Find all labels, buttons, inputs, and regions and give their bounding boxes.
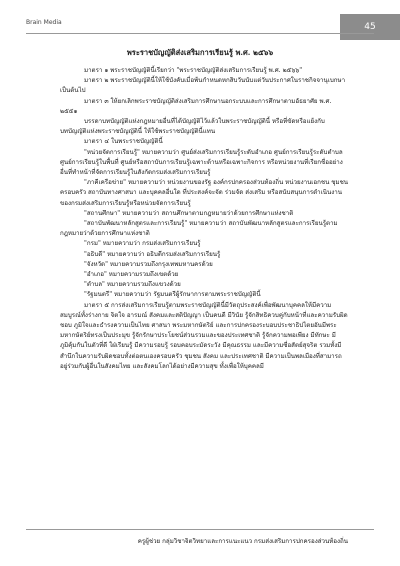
paragraph: "กรม" หมายความว่า กรมส่งเสริมการเรียนรู้ [84,240,201,248]
paragraph: มาตรา ๓ ให้ยกเลิกพระราชบัญญัติส่งเสริมการศึกษานอกระบบและการศึกษาตามอัธยาศัย พ.ศ. ๒๕๕๑ [60,97,332,115]
document-title: พระราชบัญญัติส่งเสริมการเรียนรู้ พ.ศ. ๒๕๖๖ [126,48,274,57]
paragraph: มาตรา ๕ การส่งเสริมการเรียนรู้ตามพระราชบัญญัตินี้มีวัตถุประสงค์เพื่อพัฒนาบุคคลให้มีความสมบูรณ์ทั้งร่างกาย จิตใจ อารมณ์ สังคมและสติปัญญา เป็นคนดี มีวินัย รู้จักสิทธิควบคู่กับหน้าที่และความรับผิดชอบ ภูมิใจและธำรงความเป็นไทย ศาสนา พระมหากษัตริย์ และการปกครองระบอบประชาธิปไตยอันมีพระมหากษัตริย์ทรงเป็นประมุข รู้จักรักษาประโยชน์ส่วนรวมและของประเทศชาติ รู้จักความพอเพียง มีทักษะ มีภูมิคุ้มกันในตัวที่ดี ใฝ่เรียนรู้ มีความรอบรู้ รอบคอบระมัดระวัง มีคุณธรรม และมีความซื่อสัตย์สุจริต รวมทั้งมีสำนึกในความรับผิดชอบทั้งต่อตนเองครอบครัว ชุมชน สังคม และประเทศชาติ มีความเป็นพลเมืองที่สามารถอยู่ร่วมกับผู้อื่นในสังคมไทย และสังคมโลกได้อย่างมีความสุข ทั้งเพื่อให้บุคคลมี [60,301,348,370]
brand-name: Brain Media [26,19,62,26]
footer-text: ครูผู้ช่วย กลุ่มวิชาจิตวิทยาและการแนะแนว กรมส่งเสริมการปกครองส่วนท้องถิ่น [137,538,348,545]
paragraph: "สถาบันพัฒนาหลักสูตรและการเรียนรู้" หมายความว่า สถาบันพัฒนาหลักสูตรและการเรียนรู้ตามกฎหมายว่าด้วยการศึกษาแห่งชาติ [60,220,338,238]
paragraph: "อธิบดี" หมายความว่า อธิบดีกรมส่งเสริมการเรียนรู้ [84,250,221,258]
footer-divider [26,529,374,530]
paragraph: "ภาคีเครือข่าย" หมายความว่า หน่วยงานของรัฐ องค์กรปกครองส่วนท้องถิ่น หน่วยงานเอกชน ชุมชน ครอบครัว สถาบันทางศาสนา และบุคคลอื่นใด ที่ประสงค์จะจัด ร่วมจัด ส่งเสริม หรือสนับสนุนการดำเนินงานของกรมส่งเสริมการเรียนรู้หรือหน่วยจัดการเรียนรู้ [60,179,348,207]
paragraph: มาตรา ๒ พระราชบัญญัตินี้ให้ใช้บังคับเมื่อพ้นกำหนดหกสิบวันนับแต่วันประกาศในราชกิจจานุเบกษาเป็นต้นไป [60,77,346,95]
paragraph: บรรดาบทบัญญัติแห่งกฎหมายอื่นที่ได้บัญญัติไว้แล้วในพระราชบัญญัตินี้ หรือที่ขัดหรือแย้งกับบทบัญญัติแห่งพระราชบัญญัตินี้ ให้ใช้พระราชบัญญัตินี้แทน [60,118,325,136]
paragraph: "อำเภอ" หมายความรวมถึงเขตด้วย [84,271,179,279]
header-divider [26,33,374,34]
page-number: 45 [364,22,376,32]
paragraph: "หน่วยจัดการเรียนรู้" หมายความว่า ศูนย์ส่งเสริมการเรียนรู้ระดับอำเภอ ศูนย์การเรียนรู้ระดับตำบล ศูนย์การเรียนรู้ในพื้นที่ ศูนย์หรือสถาบันการเรียนรู้เฉพาะด้านหรือเฉพาะกิจการ หรือหน่วยงานที่เรียกชื่ออย่างอื่นที่ทำหน้าที่จัดการเรียนรู้ในสังกัดกรมส่งเสริมการเรียนรู้ [60,148,343,177]
paragraph: "จังหวัด" หมายความรวมถึงกรุงเทพมหานครด้วย [84,260,213,268]
paragraph: มาตรา ๔ ในพระราชบัญญัตินี้ [84,138,163,146]
paragraph: "สถานศึกษา" หมายความว่า สถานศึกษาตามกฎหมายว่าด้วยการศึกษาแห่งชาติ [84,209,294,217]
paragraph: "รัฐมนตรี" หมายความว่า รัฐมนตรีผู้รักษาการตามพระราชบัญญัตินี้ [84,291,261,299]
paragraph: "ตำบล" หมายความรวมถึงแขวงด้วย [84,281,181,289]
paragraph: มาตรา ๑ พระราชบัญญัตินี้เรียกว่า "พระราชบัญญัติส่งเสริมการเรียนรู้ พ.ศ. ๒๕๖๖" [84,67,303,74]
page-number-tab [340,14,400,40]
document-body [60,66,348,372]
